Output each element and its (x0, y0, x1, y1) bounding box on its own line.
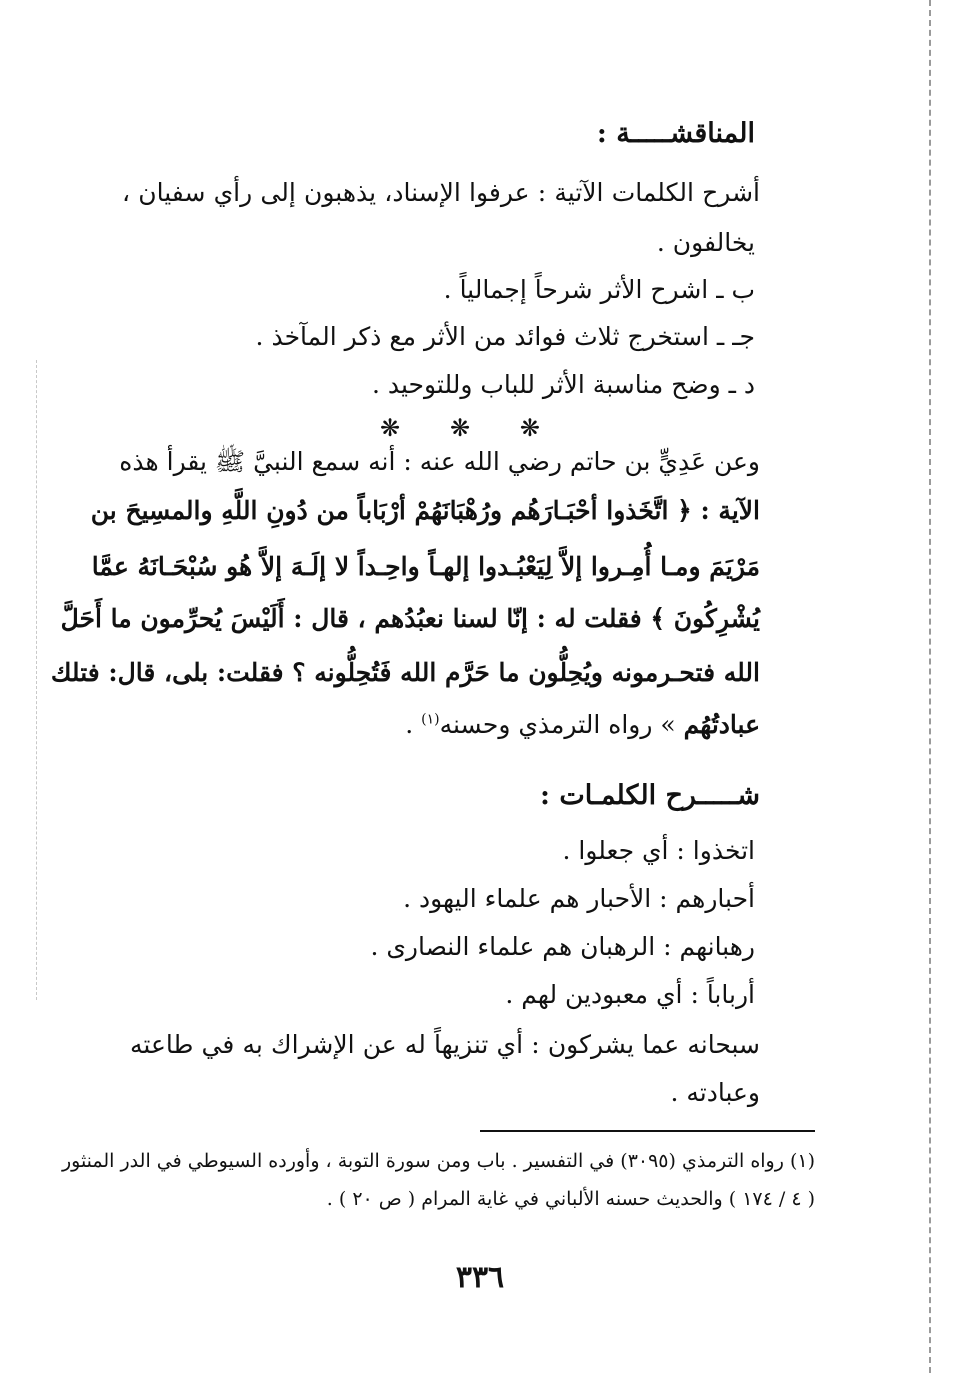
question-a-line2: يخالفون . (656, 228, 755, 257)
page-number: ٣٣٦ (455, 1260, 505, 1295)
word-explanation-5-line1: سبحانه عما يشركون : أي تنزيهاً له عن الإشراك به في طاعته (130, 1030, 760, 1059)
hadith-line-5: الله فتحـرمونه ويُحِلُّون ما حَرَّم الله فَتُحِلُّونه ؟ فقلت: بلى، قال: فتلك (50, 658, 760, 687)
footnote-rule (480, 1130, 815, 1132)
separator-star: ❋ (519, 414, 540, 442)
separator-star: ❋ (380, 414, 401, 442)
word-explanation-5-line2: وعبادته . (670, 1078, 760, 1107)
hadith-line-4: يُشْرِكُونَ ﴾ فقلت له : إنّا لسنا نعبُدُهم ، قال : أَلَيْسَ يُحرِّمون ما أَحَلَّ (60, 604, 760, 633)
hadith-worship-word: عبادتُهُم (683, 710, 760, 739)
hadith-end: . (405, 710, 422, 739)
question-b: ب ـ اشرح الأثر شرحاً إجمالياً . (443, 275, 755, 304)
footnote-line-2: ( ٤ / ١٧٤ ) والحديث حسنه الألباني في غاية المرام ( ص ٢٠ ) . (326, 1188, 815, 1210)
section-separator (380, 414, 540, 442)
question-a-line1: أشرح الكلمات الآتية : عرفوا الإسناد، يذهبون إلى رأي سفيان ، (122, 178, 760, 207)
hadith-line-3: مَرْيَمَ ومـا أُمِـروا إلاَّ لِيَعْبُـدوا إلهـاً واحِـداً لا إلَـهَ إلاَّ هُو سُبْحَـانَهُ عمَّا (91, 552, 760, 581)
word-explanation-4: أرباباً : أي معبودين لهم . (505, 980, 755, 1009)
hadith-line-6 (405, 710, 760, 739)
question-c: جـ ـ استخرج ثلاث فوائد من الأثر مع ذكر المآخذ . (255, 322, 755, 351)
scan-edge-line (929, 0, 931, 1373)
discussion-heading: المناقشـــــة : (596, 118, 755, 149)
question-d: د ـ وضح مناسبة الأثر للباب وللتوحيد . (371, 370, 755, 399)
scan-edge-line-left (36, 360, 37, 1000)
words-heading: شـــــرح الكلمـات : (539, 780, 760, 811)
word-explanation-3: رهبانهم : الرهبان هم علماء النصارى . (370, 932, 755, 961)
word-explanation-1: اتخذوا : أي جعلوا . (562, 836, 755, 865)
hadith-line-1: وعن عَدِيٍّ بن حاتم رضي الله عنه : أنه سمع النبيَّ ﷺ يقرأ هذه (119, 447, 760, 476)
footnote-line-1: (١) رواه الترمذي (٣٠٩٥) في التفسير . باب ومن سورة التوبة ، وأورده السيوطي في الدر المنثور (61, 1150, 815, 1172)
hadith-narration: » رواه الترمذي وحسنه (439, 710, 676, 739)
footnote-ref: (١) (421, 711, 440, 728)
hadith-line-2: الآية : ﴿ اتَّخَذوا أحْبَـارَهُم ورُهْبَانَهُمْ أرْبَاباً من دُونِ اللَّهِ والمسِيحَ بن (90, 496, 760, 525)
word-explanation-2: أحبارهم : الأحبار هم علماء اليهود . (403, 884, 755, 913)
separator-star: ❋ (449, 414, 471, 442)
